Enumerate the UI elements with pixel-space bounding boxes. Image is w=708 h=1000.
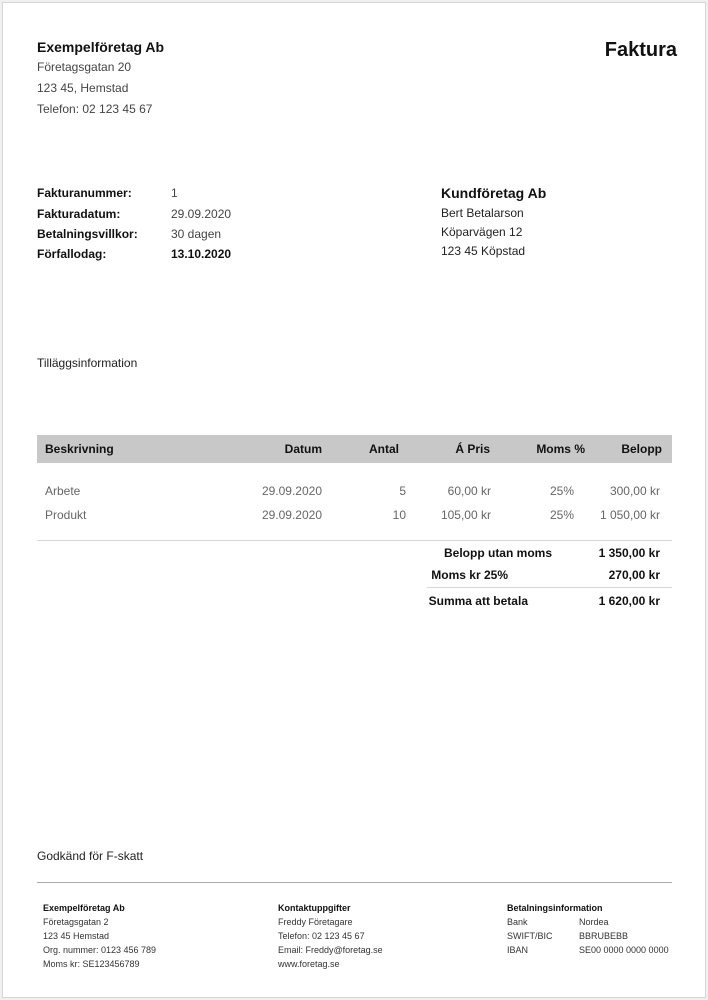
col-quantity: Antal <box>369 442 399 456</box>
meta-label: Fakturadatum: <box>37 207 121 221</box>
footer-contact-line: Telefon: 02 123 45 67 <box>278 931 365 941</box>
payment-label: SWIFT/BIC <box>507 931 553 941</box>
footer-payment-title: Betalningsinformation <box>507 903 603 913</box>
row-vat: 25% <box>549 508 574 522</box>
f-tax-note: Godkänd för F-skatt <box>37 849 144 863</box>
payment-value: BBRUBEBB <box>579 931 629 941</box>
total-value: 1 620,00 kr <box>598 594 660 608</box>
seller-street: Företagsgatan 20 <box>37 60 132 74</box>
row-date: 29.09.2020 <box>261 484 322 498</box>
footer-contact-line: www.foretag.se <box>278 959 340 969</box>
vat-amount-value: 270,00 kr <box>608 568 660 582</box>
row-quantity: 5 <box>399 484 406 498</box>
customer-street: Köparvägen 12 <box>441 225 523 239</box>
footer-divider <box>37 882 672 883</box>
seller-phone: Telefon: 02 123 45 67 <box>37 102 153 116</box>
row-vat: 25% <box>549 484 574 498</box>
row-unit-price: 105,00 kr <box>440 508 491 522</box>
meta-label: Betalningsvillkor: <box>37 227 138 241</box>
col-amount: Belopp <box>621 442 662 456</box>
customer-name: Kundföretag Ab <box>441 185 547 201</box>
customer-city: 123 45 Köpstad <box>441 244 526 258</box>
footer-company-line: Org. nummer: 0123 456 789 <box>43 945 157 955</box>
vat-amount-label: Moms kr 25% <box>431 568 508 582</box>
payment-label: IBAN <box>507 945 529 955</box>
payment-value: Nordea <box>579 917 609 927</box>
meta-label: Förfallodag: <box>37 247 107 261</box>
payment-value: SE00 0000 0000 0000 <box>579 945 669 955</box>
additional-info: Tilläggsinformation <box>37 356 138 370</box>
footer-company-title: Exempelföretag Ab <box>43 903 125 913</box>
footer-company-line: Moms kr: SE123456789 <box>43 959 140 969</box>
footer-contact-line: Email: Freddy@foretag.se <box>278 945 383 955</box>
row-amount: 300,00 kr <box>609 484 660 498</box>
seller-city: 123 45, Hemstad <box>37 81 129 95</box>
footer-contact-title: Kontaktuppgifter <box>278 903 351 913</box>
payment-terms: 30 dagen <box>171 227 222 241</box>
row-description: Produkt <box>45 508 87 522</box>
total-label: Summa att betala <box>428 594 528 608</box>
footer-company-line: 123 45 Hemstad <box>43 931 110 941</box>
col-date: Datum <box>284 442 322 456</box>
footer-contact-line: Freddy Företagare <box>278 917 353 927</box>
meta-label: Fakturanummer: <box>37 186 132 200</box>
items-table-header <box>37 435 672 463</box>
net-amount-label: Belopp utan moms <box>443 546 552 560</box>
row-quantity: 10 <box>392 508 406 522</box>
invoice-number: 1 <box>171 186 178 200</box>
table-divider <box>37 540 672 541</box>
customer-contact: Bert Betalarson <box>441 206 524 220</box>
net-amount-value: 1 350,00 kr <box>598 546 660 560</box>
row-description: Arbete <box>45 484 81 498</box>
document-title: Faktura <box>604 39 677 61</box>
invoice-date: 29.09.2020 <box>171 207 232 221</box>
invoice-page <box>2 2 706 998</box>
payment-label: Bank <box>507 917 528 927</box>
row-amount: 1 050,00 kr <box>599 508 660 522</box>
row-date: 29.09.2020 <box>261 508 322 522</box>
col-vat: Moms % <box>536 442 585 456</box>
seller-name: Exempelföretag Ab <box>37 39 165 55</box>
footer-company-line: Företagsgatan 2 <box>43 917 109 927</box>
row-unit-price: 60,00 kr <box>447 484 491 498</box>
due-date: 13.10.2020 <box>171 247 232 261</box>
col-description: Beskrivning <box>45 442 114 456</box>
totals-divider <box>427 587 672 588</box>
col-unit-price: Á Pris <box>455 442 490 456</box>
